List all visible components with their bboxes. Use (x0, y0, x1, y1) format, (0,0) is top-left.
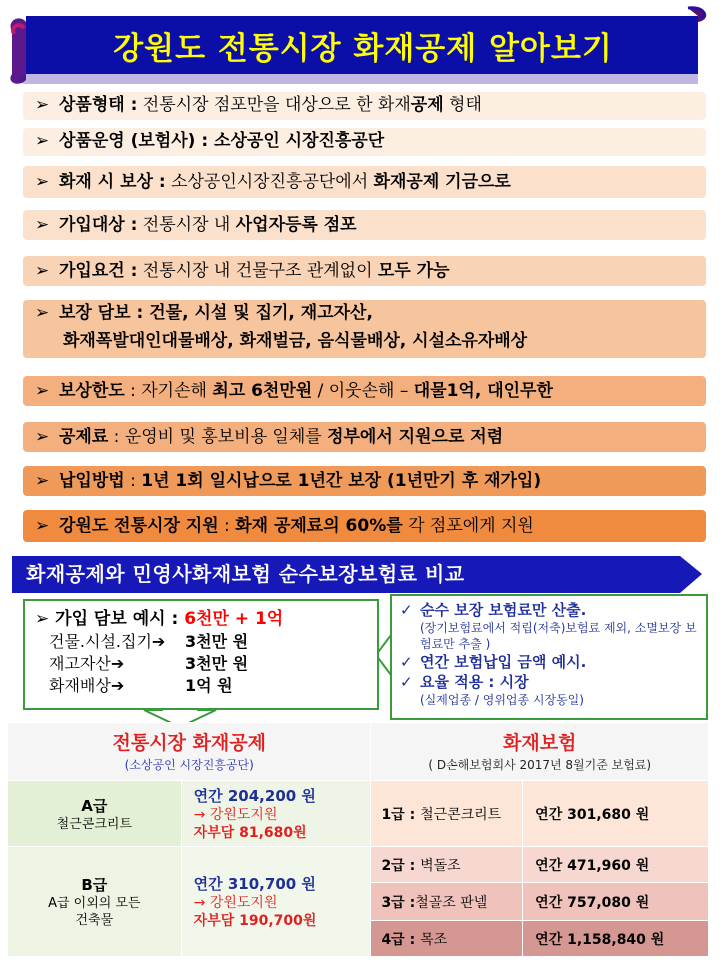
info-line: 화재폭발대인대물배상, 화재벌금, 음식물배상, 시설소유자배상 (63, 331, 528, 351)
info-line (35, 166, 706, 198)
info-label: 상품형태 : (59, 95, 138, 115)
notes-box (390, 594, 708, 720)
note-pure-premium: ✓ 순수 보장 보험료만 산출. (400, 601, 587, 619)
bullet-arrow-icon: ➢ (35, 609, 50, 629)
info-text: 전통시장 내 건물구조 관계없이 (137, 261, 378, 281)
info-product-operation (23, 128, 706, 156)
bullet-arrow-icon: ➢ (35, 95, 50, 115)
info-line (35, 256, 706, 286)
info-line (35, 422, 706, 452)
info-line (35, 466, 706, 496)
info-text: 사업자등록 점포 (235, 215, 357, 235)
info-text: : 자기손해 (124, 381, 213, 401)
example-row-value: 3천만 원 (185, 654, 249, 673)
info-line (35, 510, 706, 542)
note-rate-detail: (실제업종 / 영위업종 시장동일) (420, 693, 584, 707)
fire-grade-value: 연간 1,158,840 원 (523, 921, 709, 957)
info-line (35, 210, 706, 240)
comparison-title: 화재공제와 민영사화재보험 순수보장보험료 비교 (26, 562, 465, 586)
info-label: 화재 시 보상 : (59, 172, 166, 192)
info-text: 최고 6천만원 (212, 381, 313, 401)
bullet-arrow-icon: ➢ (35, 172, 50, 192)
info-text: 화재공제 기금으로 (373, 172, 511, 192)
grade-b-premium: 연간 310,700 원 → 강원도지원 자부담 190,700원 (181, 847, 371, 957)
bullet-arrow-icon: ➢ (35, 516, 50, 536)
page-title: 강원도 전통시장 화재공제 알아보기 (113, 31, 613, 67)
example-row-label: 재고자산➔ (49, 654, 125, 673)
info-text: 모두 가능 (377, 261, 450, 281)
note-rate: ✓ 요율 적용 : 시장 (400, 673, 529, 691)
fire-grade-value: 연간 301,680 원 (523, 781, 709, 847)
table-header-row (8, 723, 709, 781)
info-label: 가입요건 : (59, 261, 138, 281)
info-label: 보장 담보 : (59, 303, 144, 323)
info-text: 화재 공제료의 60%를 (235, 516, 403, 536)
check-icon: ✓ (400, 673, 413, 691)
fire-grade-label: 4급 : 목조 (371, 921, 523, 957)
example-total: 6천만 + 1억 (184, 609, 284, 629)
info-label: 강원도 전통시장 지원 (59, 516, 219, 536)
info-label: 보상한도 (59, 381, 125, 401)
info-gangwon-support (23, 510, 706, 542)
info-line (35, 128, 706, 154)
table-row (8, 781, 709, 847)
fire-grade-label: 1급 : 철근콘크리트 (371, 781, 523, 847)
info-text: 각 점포에게 지원 (402, 516, 534, 536)
info-line (35, 92, 706, 118)
fire-grade-value: 연간 471,960 원 (523, 847, 709, 883)
info-label: 공제료 (59, 427, 109, 447)
comparison-header (12, 556, 702, 593)
coverage-example-box (23, 599, 379, 710)
bullet-arrow-icon: ➢ (35, 261, 50, 281)
note-annual-example: ✓ 연간 보험납입 금액 예시. (400, 653, 587, 671)
example-header (35, 607, 367, 631)
example-row-value: 3천만 원 (185, 632, 249, 651)
info-line (35, 300, 706, 326)
example-label: 가입 담보 예시 : (55, 609, 179, 629)
example-row (35, 631, 367, 653)
info-text: 공제 (410, 95, 444, 115)
check-icon: ✓ (400, 653, 413, 671)
comparison-table (7, 722, 709, 957)
info-text: 정부에서 지원으로 저렴 (327, 427, 504, 447)
check-icon: ✓ (400, 601, 413, 619)
bullet-arrow-icon: ➢ (35, 303, 50, 323)
bullet-arrow-icon: ➢ (35, 427, 50, 447)
grade-a-premium: 연간 204,200 원 → 강원도지원 자부담 81,680원 (181, 781, 371, 847)
bullet-arrow-icon: ➢ (35, 471, 50, 491)
info-requirements (23, 256, 706, 286)
bullet-arrow-icon: ➢ (35, 215, 50, 235)
info-text: : (218, 516, 236, 536)
info-text: : (124, 471, 142, 491)
title-banner (8, 4, 708, 86)
info-line (35, 376, 706, 406)
example-row (35, 653, 367, 675)
header-fire-insurance: 화재보험 ( D손해보험회사 2017년 8월기준 보험료) (371, 723, 709, 781)
info-compensation-limit (23, 376, 706, 406)
info-text: 소상공인시장진흥공단에서 (165, 172, 374, 192)
info-text: 건물, 시설 및 집기, 재고자산, (143, 303, 373, 323)
info-eligibility (23, 210, 706, 240)
info-text: : 운영비 및 홍보비용 일체를 (108, 427, 328, 447)
info-text: 대물1억, 대인무한 (413, 381, 553, 401)
note-pure-premium-detail: (장기보험료에서 적립(저축)보험료 제외, 소멸보장 보험료만 추출 ) (420, 621, 697, 651)
info-text: 형태 (443, 95, 482, 115)
fire-grade-value: 연간 757,080 원 (523, 883, 709, 921)
example-row-label: 화재배상➔ (49, 676, 125, 695)
info-text: 1년 1회 일시납으로 1년간 보장 (1년만기 후 재가입) (141, 471, 542, 491)
info-text: 소상공인 시장진흥공단 (208, 131, 385, 151)
example-row-label: 건물.시설.집기➔ (49, 632, 166, 651)
info-text: 전통시장 점포만을 대상으로 한 화재 (137, 95, 411, 115)
header-traditional-market: 전통시장 화재공제 (소상공인 시장진흥공단) (8, 723, 371, 781)
info-product-type (23, 92, 706, 120)
bullet-arrow-icon: ➢ (35, 131, 50, 151)
fire-grade-label: 2급 : 벽돌조 (371, 847, 523, 883)
info-fire-compensation (23, 166, 706, 198)
info-payment-method (23, 466, 706, 496)
info-text: 전통시장 내 (137, 215, 236, 235)
info-label: 납입방법 (59, 471, 125, 491)
info-premium (23, 422, 706, 452)
grade-a-cell: A급 철근콘크리트 (8, 781, 182, 847)
example-row-value: 1억 원 (185, 676, 233, 695)
info-text: / 이웃손해 – (312, 381, 414, 401)
fire-grade-label: 3급 :철골조 판넬 (371, 883, 523, 921)
info-label: 상품운영 (보험사) : (59, 131, 209, 151)
bullet-arrow-icon: ➢ (35, 381, 50, 401)
table-row (8, 847, 709, 883)
grade-b-cell: B급 A급 이외의 모든 건축물 (8, 847, 182, 957)
example-row (35, 675, 367, 697)
info-coverage (23, 300, 706, 358)
info-label: 가입대상 : (59, 215, 138, 235)
